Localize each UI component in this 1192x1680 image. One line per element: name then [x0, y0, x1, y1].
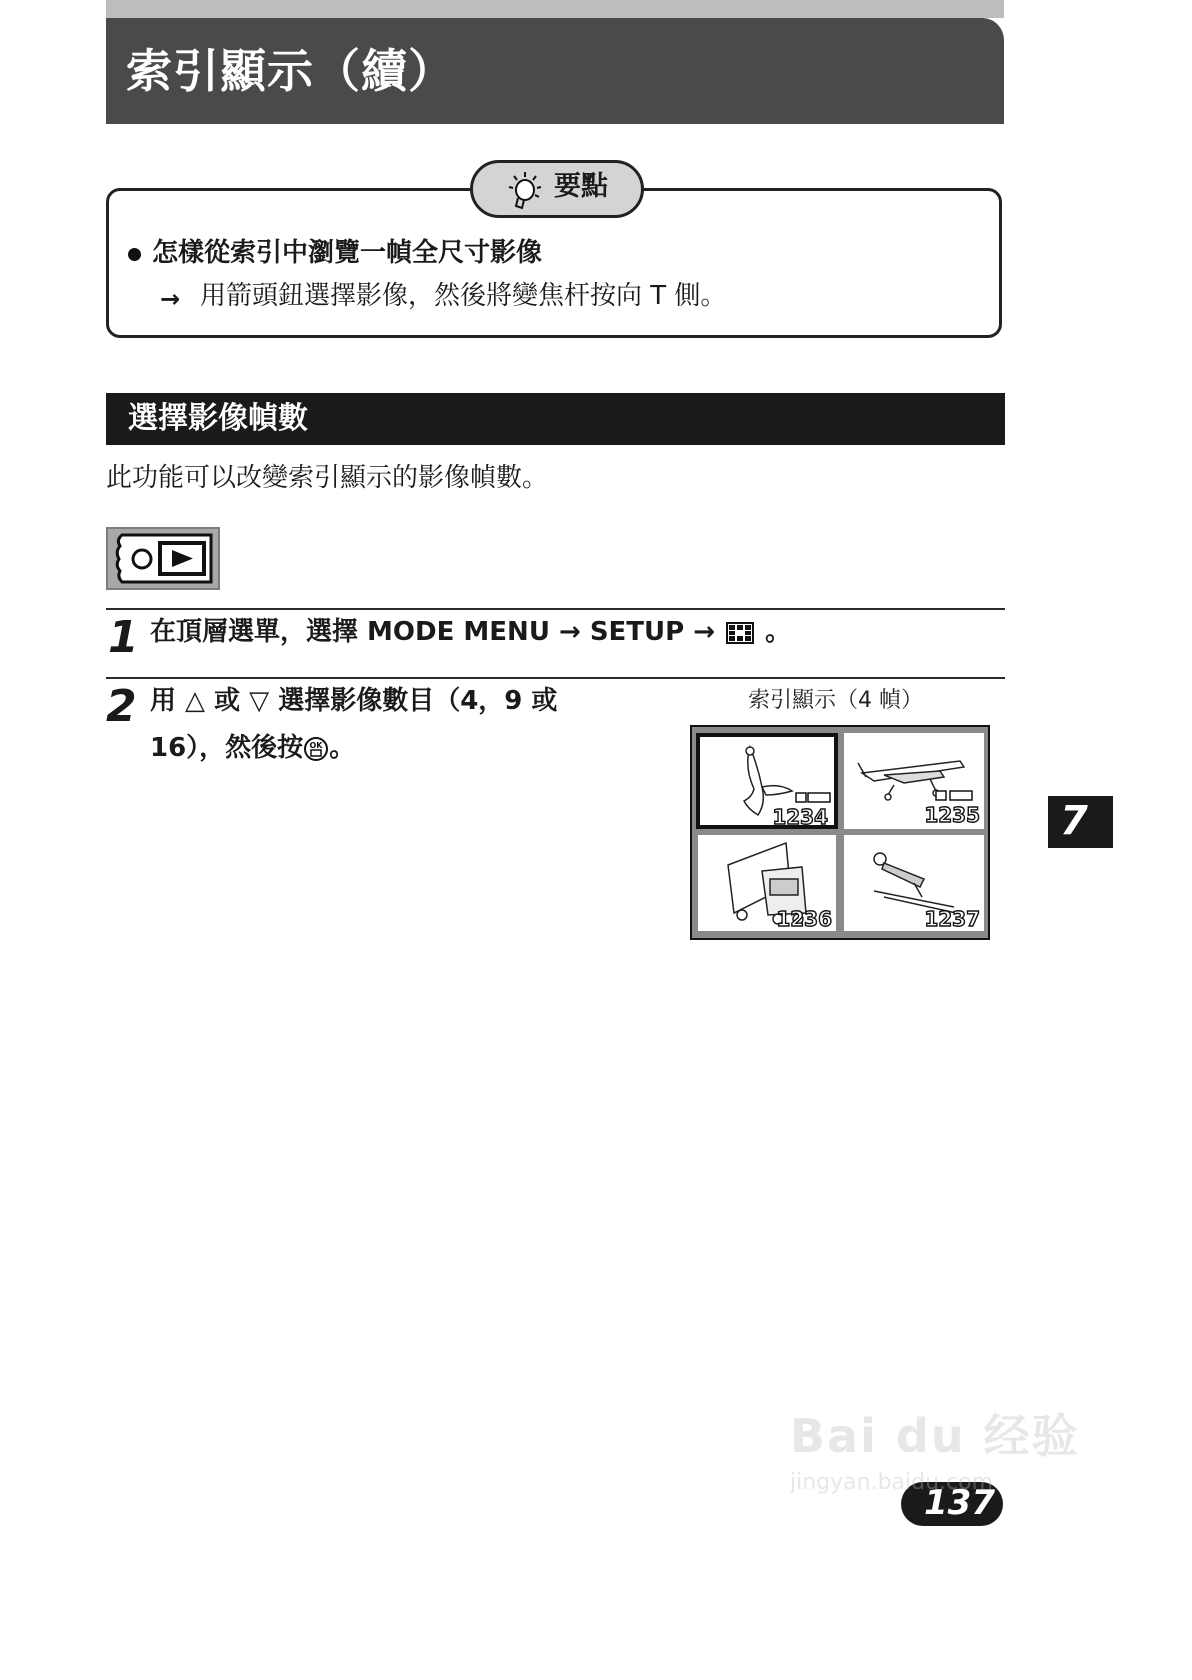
step-2-text-cont [150, 733, 355, 764]
watermark-url: jingyan.baidu.com [790, 1470, 994, 1495]
index-caption: 索引顯示（4 幀） [748, 688, 923, 713]
section-intro: 此功能可以改變索引顯示的影像幀數。 [106, 463, 549, 493]
header-top-strip [106, 0, 1004, 18]
step-2-end: 。 [329, 733, 356, 763]
step-1-text [150, 617, 791, 648]
step-2-text: 用 △ 或 ▽ 選擇影像數目（4，9 或 [150, 686, 558, 716]
watermark-brand: Bai du 经验 [790, 1409, 1080, 1463]
frame-number: 1237 [924, 907, 980, 931]
index-screen [690, 725, 990, 940]
page-title: 索引顯示（續） [126, 44, 455, 98]
step-number: 2 [106, 681, 137, 732]
playback-mode-icon [106, 527, 220, 590]
bullet-dot [128, 248, 141, 261]
arrow-glyph: → [160, 285, 181, 313]
index-frame-selected [696, 733, 838, 829]
points-question: 怎樣從索引中瀏覽一幀全尺寸影像 [152, 238, 543, 268]
lightbulb-icon [506, 170, 544, 210]
points-label: 要點 [554, 171, 608, 202]
index-frame [844, 733, 984, 829]
chapter-number: 7 [1060, 798, 1088, 844]
svg-text:OK: OK [309, 740, 323, 750]
step-1-end: 。 [765, 617, 792, 647]
step-2-label: 16），然後按 [150, 733, 304, 763]
index-grid-icon [726, 622, 754, 644]
step-divider [106, 677, 1005, 679]
index-frame [698, 835, 836, 931]
step-1-label: 在頂層選單，選擇 MODE MENU → SETUP → [150, 617, 716, 647]
frame-number: 1235 [924, 803, 980, 827]
section-title: 選擇影像幀數 [128, 401, 308, 436]
index-frame [844, 835, 984, 931]
watermark [790, 1400, 1080, 1495]
frame-number: 1234 [772, 805, 828, 829]
step-number: 1 [108, 612, 139, 663]
page-number: 137 [924, 1483, 995, 1523]
points-answer: 用箭頭鈕選擇影像，然後將變焦杆按向 T 側。 [200, 281, 727, 311]
frame-number: 1236 [776, 907, 832, 931]
ok-button-icon [303, 736, 329, 762]
step-divider [106, 608, 1005, 610]
